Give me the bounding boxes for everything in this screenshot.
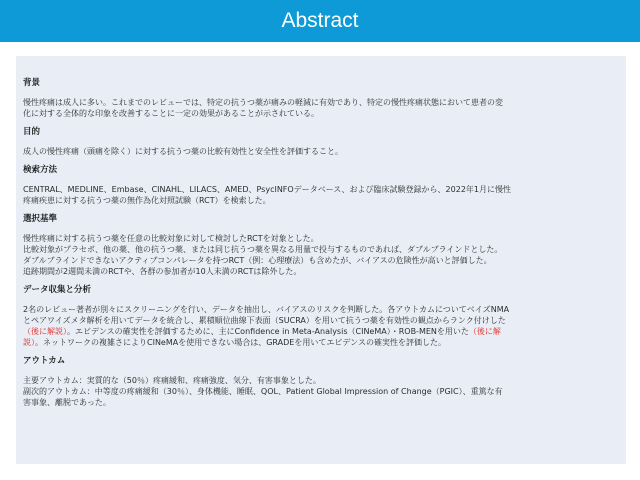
body-text: 。エビデンスの確実性を評価するために、主にConfidence in Meta-Analysis（CINeMA）・ROB-MENを用いた xyxy=(67,327,469,336)
section-heading: 背景 xyxy=(23,78,41,88)
section-data-collection xyxy=(23,285,618,348)
body-line: 慢性疼痛は成人に多い。これまでのレビューでは、特定の抗うつ薬が痛みの軽減に有効であり、特定の慢性疼痛状態において患者の変 xyxy=(23,98,503,107)
section-outcomes xyxy=(23,356,618,408)
section-heading: 選択基準 xyxy=(23,214,58,224)
body-line: とペアワイズメタ解析を用いてデータを統合し、累積順位曲線下表面（SUCRA）を用いて抗うつ薬を有効性の観点からランク付けした xyxy=(23,316,506,325)
section-heading: データ収集と分析 xyxy=(23,285,92,295)
page-title: Abstract xyxy=(281,9,359,32)
section-body xyxy=(23,233,618,277)
body-line: ダブルブラインドできないアクティブコンパレータを持つRCT（例：心理療法）も含めたが、バイアスの危険性が高いと評価した。 xyxy=(23,256,492,265)
section-body xyxy=(23,304,618,348)
section-body xyxy=(23,146,618,157)
body-line: 比較対象がプラセボ、他の薬、他の抗うつ薬、または同じ抗うつ薬を異なる用量で投与するものであれば、ダブルブラインドとした。 xyxy=(23,245,503,254)
body-line: 成人の慢性疼痛（頭痛を除く）に対する抗うつ薬の比較有効性と安全性を評価すること。 xyxy=(23,147,343,156)
body-line: 害事象、離脱であった。 xyxy=(23,398,111,407)
section-heading: 目的 xyxy=(23,127,41,137)
section-heading: アウトカム xyxy=(23,356,66,366)
abstract-panel xyxy=(16,56,626,464)
section-heading: 検索方法 xyxy=(23,165,58,175)
body-line: 主要アウトカム：実質的な（50％）疼痛緩和、疼痛強度、気分、有害事象とした。 xyxy=(23,376,321,385)
body-line xyxy=(23,326,618,337)
body-line: 化に対する全体的な印象を改善することに一定の効果があることが示されている。 xyxy=(23,109,319,118)
section-selection-criteria xyxy=(23,214,618,277)
section-search-methods xyxy=(23,165,618,206)
title-bar xyxy=(0,0,640,42)
section-background xyxy=(23,78,618,119)
explained-later-note: （後に解 xyxy=(468,327,501,336)
body-line: CENTRAL、MEDLINE、Embase、CINAHL、LILACS、AMED、PsycINFOデータベース、および臨床試験登録から、2022年1月に慢性 xyxy=(23,185,511,194)
body-line: 疼痛疾患に対する抗うつ薬の無作為化対照試験（RCT）を検索した。 xyxy=(23,196,271,205)
section-objective xyxy=(23,127,618,157)
body-line: 副次的アウトカム：中等度の疼痛緩和（30％）、身体機能、睡眠、QOL、Patient Global Impression of Change（PGIC）、重篤な有 xyxy=(23,387,503,396)
body-line: 2名のレビュー著者が別々にスクリーニングを行い、データを抽出し、バイアスのリスクを判断した。各アウトカムについてベイズNMA xyxy=(23,305,510,314)
section-body xyxy=(23,184,618,206)
section-body xyxy=(23,375,618,408)
explained-later-note: （後に解説） xyxy=(23,327,67,336)
body-line xyxy=(23,337,618,348)
body-line: 追跡期間が2週間未満のRCTや、各群の参加者が10人未満のRCTは除外した。 xyxy=(23,267,302,276)
section-body xyxy=(23,97,618,119)
body-line: 慢性疼痛に対する抗うつ薬を任意の比較対象に対して検討したRCTを対象とした。 xyxy=(23,234,319,243)
body-text: 。ネットワークの複雑さによりCINeMAを使用できない場合は、GRADEを用いてエビデンスの確実性を評価した。 xyxy=(35,338,446,347)
explained-later-note: 説） xyxy=(23,338,35,347)
